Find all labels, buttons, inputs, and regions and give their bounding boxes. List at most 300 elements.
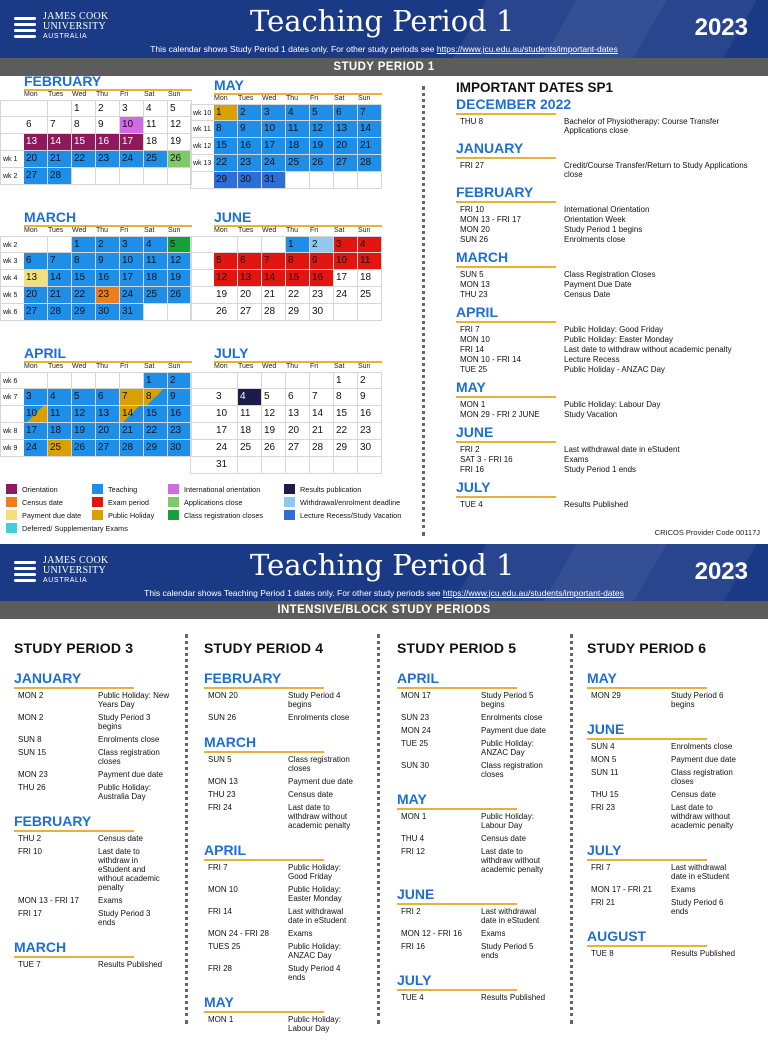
month-heading: JANUARY <box>14 670 82 686</box>
calendar-day-cell: 10 <box>24 406 48 423</box>
legend-swatch <box>168 497 179 507</box>
event-text: Census date <box>481 834 526 843</box>
event-text: Orientation Week <box>564 215 626 224</box>
event-row <box>14 783 180 801</box>
legend-label: Deferred/ Supplementary Exams <box>22 523 128 533</box>
calendar-day-cell: 29 <box>72 304 96 321</box>
event-text: Credit/Course Transfer/Return to Study Applications close <box>564 161 748 179</box>
legend-swatch <box>92 510 103 520</box>
event-date: FRI 2 <box>401 907 421 916</box>
calendar-week-row <box>190 172 382 189</box>
event-date: TUES 25 <box>208 942 241 951</box>
column-divider <box>185 634 188 1024</box>
calendar-day-cell: 18 <box>358 270 382 287</box>
month-heading: JULY <box>456 479 491 495</box>
legend-item <box>168 484 260 494</box>
calendar-day-cell: 4 <box>144 100 168 117</box>
day-header: Sat <box>144 363 155 370</box>
event-date: MON 24 <box>401 726 431 735</box>
event-text: Enrolments close <box>564 235 626 244</box>
event-text: Public Holiday: Australia Day <box>98 783 151 801</box>
event-text: Public Holiday - ANZAC Day <box>564 365 665 374</box>
week-label: wk 9 <box>0 440 24 457</box>
calendar-day-cell: 25 <box>144 287 168 304</box>
calendar-day-cell <box>120 372 144 389</box>
calendar-day-cell: 17 <box>24 423 48 440</box>
calendar-day-cell: 25 <box>238 440 262 457</box>
calendar-day-cell: 24 <box>214 440 238 457</box>
calendar-day-cell: 6 <box>96 389 120 406</box>
event-date: THU 8 <box>460 117 484 126</box>
event-row <box>204 790 370 799</box>
calendar-day-cell: 28 <box>48 168 72 185</box>
calendar-day-cell: 5 <box>168 100 192 117</box>
event-row <box>397 739 563 757</box>
event-text: Study Vacation <box>564 410 618 419</box>
calendar-day-cell: 13 <box>286 406 310 423</box>
event-row <box>456 500 760 509</box>
calendar-day-cell: 5 <box>72 389 96 406</box>
day-header: Sun <box>358 227 371 234</box>
event-row <box>397 847 563 874</box>
month-heading: MAY <box>587 670 617 686</box>
week-label <box>0 100 24 117</box>
event-date: SAT 3 - FRI 16 <box>460 455 513 464</box>
calendar-day-cell: 10 <box>120 117 144 134</box>
calendar-day-cell: 12 <box>214 270 238 287</box>
legend-swatch <box>6 523 17 533</box>
calendar-day-cell: 7 <box>48 117 72 134</box>
week-label <box>190 253 214 270</box>
event-text: Last date to withdraw without academic penalty <box>564 345 732 354</box>
calendar-day-cell: 14 <box>262 270 286 287</box>
study-period-column <box>397 640 563 1014</box>
event-text: Last withdrawal date in eStudent <box>481 907 540 925</box>
calendar-week-row <box>0 168 192 185</box>
page-title: Teaching Period 1 <box>250 548 515 582</box>
calendar-day-cell: 3 <box>24 389 48 406</box>
week-label: wk 11 <box>190 121 214 138</box>
month-heading: APRIL <box>204 842 246 858</box>
event-text: Study Period 5 ends <box>481 942 534 960</box>
event-text: Study Period 4 begins <box>288 691 341 709</box>
calendar-day-cell: 14 <box>120 406 144 423</box>
day-header: Tues <box>48 227 64 234</box>
legend-swatch <box>284 484 295 494</box>
week-label <box>0 406 24 423</box>
calendar-day-cell <box>238 457 262 474</box>
event-row <box>587 803 753 830</box>
header-note: This calendar shows Study Period 1 dates only. For other study periods see https://www.jcu.edu.au/students/important-dates <box>150 44 618 54</box>
month-heading: FEBRUARY <box>204 670 282 686</box>
calendar-day-cell: 3 <box>214 389 238 406</box>
event-text: Last withdrawal date in eStudent <box>564 445 680 454</box>
calendar-day-cell <box>334 457 358 474</box>
event-text: Payment Due Date <box>564 280 632 289</box>
event-text: International Orientation <box>564 205 650 214</box>
event-date: THU 15 <box>591 790 619 799</box>
week-label: wk 2 <box>0 168 24 185</box>
event-row <box>456 465 760 474</box>
event-text: Census date <box>98 834 143 843</box>
month-heading: JANUARY <box>456 140 524 156</box>
calendar-day-cell: 10 <box>120 253 144 270</box>
event-text: Study Period 5 begins <box>481 691 534 709</box>
calendar-week-row <box>0 134 192 151</box>
calendar-day-cell: 15 <box>72 270 96 287</box>
calendar-day-cell <box>144 304 168 321</box>
calendar-day-cell: 23 <box>310 287 334 304</box>
week-label <box>190 440 214 457</box>
event-row <box>456 445 760 454</box>
calendar-week-row <box>0 372 192 389</box>
month-heading: MAY <box>204 994 234 1010</box>
calendar-day-cell: 29 <box>144 440 168 457</box>
day-header: Mon <box>214 95 228 102</box>
event-row <box>456 280 760 289</box>
event-row <box>204 1015 370 1033</box>
event-date: MON 23 <box>18 770 48 779</box>
event-date: MON 2 <box>18 691 44 700</box>
calendar-day-cell <box>262 457 286 474</box>
month-heading: JULY <box>397 972 432 988</box>
calendar-day-cell: 17 <box>334 270 358 287</box>
calendar-day-cell: 31 <box>120 304 144 321</box>
week-label: wk 3 <box>0 253 24 270</box>
calendar-day-cell: 28 <box>262 304 286 321</box>
month-heading: APRIL <box>456 304 498 320</box>
calendar-week-row <box>190 270 382 287</box>
event-row <box>587 691 753 709</box>
calendar-day-cell: 5 <box>214 253 238 270</box>
calendar-day-cell: 13 <box>238 270 262 287</box>
calendar-day-cell: 26 <box>262 440 286 457</box>
calendar-day-cell: 18 <box>144 270 168 287</box>
important-dates-link[interactable]: https://www.jcu.edu.au/students/important-dates <box>442 588 624 598</box>
calendar-day-cell <box>24 372 48 389</box>
month-heading: JUNE <box>397 886 435 902</box>
calendar-day-cell: 4 <box>238 389 262 406</box>
calendar-day-cell <box>96 168 120 185</box>
event-text: Public Holiday: Labour Day <box>288 1015 341 1033</box>
legend-label: Applications close <box>184 497 243 507</box>
calendar-week-row <box>190 389 382 406</box>
event-row <box>204 907 370 925</box>
calendar-day-cell: 27 <box>96 440 120 457</box>
event-text: Last date to withdraw without academic penalty <box>481 847 544 874</box>
calendar-day-cell: 24 <box>24 440 48 457</box>
calendar-day-cell: 27 <box>334 155 358 172</box>
legend-item <box>284 510 401 520</box>
event-row <box>397 993 563 1002</box>
calendar-day-cell: 21 <box>310 423 334 440</box>
event-text: Results Published <box>98 960 163 969</box>
day-header: Wed <box>262 227 277 234</box>
legend-swatch <box>92 497 103 507</box>
event-text: Census date <box>671 790 716 799</box>
event-date: SUN 26 <box>208 713 237 722</box>
legend-swatch <box>168 510 179 520</box>
event-row <box>456 270 760 279</box>
calendar-day-cell: 28 <box>310 440 334 457</box>
event-row <box>14 735 180 744</box>
event-date: TUE 25 <box>460 365 488 374</box>
event-row <box>587 863 753 881</box>
event-date: MON 2 <box>18 713 44 722</box>
calendar-month-name: JUNE <box>214 209 252 225</box>
day-header: Wed <box>72 227 87 234</box>
calendar-day-cell: 10 <box>334 253 358 270</box>
day-header: Mon <box>24 227 38 234</box>
event-row <box>456 225 760 234</box>
event-row <box>204 942 370 960</box>
event-row <box>204 929 370 938</box>
day-header: Thu <box>286 227 299 234</box>
event-date: FRI 14 <box>460 345 485 354</box>
day-header: Mon <box>24 363 38 370</box>
calendar-day-cell <box>120 168 144 185</box>
calendar-week-row <box>190 457 382 474</box>
calendar-day-cell: 8 <box>286 253 310 270</box>
calendar-day-cell <box>334 304 358 321</box>
day-headers <box>190 363 382 372</box>
calendar-day-cell: 30 <box>310 304 334 321</box>
calendar-day-cell: 2 <box>310 236 334 253</box>
calendar-day-cell: 25 <box>286 155 310 172</box>
calendar-march <box>0 210 192 321</box>
legend-label: International orientation <box>184 484 261 494</box>
calendar-day-cell: 15 <box>286 270 310 287</box>
calendar-day-cell: 28 <box>120 440 144 457</box>
event-text: Census Date <box>564 290 611 299</box>
calendar-day-cell <box>24 236 48 253</box>
calendar-february <box>0 74 192 185</box>
event-date: SUN 8 <box>18 735 42 744</box>
calendar-day-cell: 2 <box>96 236 120 253</box>
calendar-day-cell <box>214 236 238 253</box>
event-date: FRI 7 <box>460 325 480 334</box>
calendar-week-row <box>0 423 192 440</box>
calendar-day-cell: 13 <box>96 406 120 423</box>
calendar-day-cell <box>238 372 262 389</box>
calendar-day-cell: 13 <box>24 134 48 151</box>
day-header: Tues <box>238 95 254 102</box>
event-text: Public Holiday: Good Friday <box>564 325 664 334</box>
event-date: FRI 17 <box>18 909 43 918</box>
calendar-week-row <box>190 287 382 304</box>
event-text: Last withdrawal date in eStudent <box>671 863 730 881</box>
event-date: FRI 14 <box>208 907 233 916</box>
day-header: Sat <box>144 227 155 234</box>
legend-item <box>92 484 137 494</box>
event-row <box>587 768 753 786</box>
day-header: Thu <box>96 91 109 98</box>
legend-swatch <box>6 484 17 494</box>
week-label <box>190 457 214 474</box>
calendar-day-cell: 19 <box>310 138 334 155</box>
calendar-day-cell: 15 <box>72 134 96 151</box>
event-row <box>14 748 180 766</box>
calendar-may <box>190 78 382 189</box>
calendar-day-cell: 24 <box>120 151 144 168</box>
calendar-day-cell: 2 <box>96 100 120 117</box>
event-row <box>456 215 760 224</box>
calendar-week-row <box>190 406 382 423</box>
calendar-day-cell: 1 <box>72 236 96 253</box>
calendar-day-cell <box>310 372 334 389</box>
calendar-june <box>190 210 382 321</box>
calendar-day-cell: 26 <box>168 287 192 304</box>
event-date: FRI 24 <box>208 803 233 812</box>
event-text: Enrolments close <box>481 713 543 722</box>
day-header: Fri <box>310 363 319 370</box>
event-date: FRI 28 <box>208 964 233 973</box>
month-heading: DECEMBER 2022 <box>456 96 572 112</box>
calendar-day-cell: 23 <box>358 423 382 440</box>
event-row <box>456 365 760 374</box>
event-date: THU 26 <box>18 783 46 792</box>
calendar-day-cell: 21 <box>262 287 286 304</box>
day-header: Tues <box>48 363 64 370</box>
calendar-day-cell: 2 <box>168 372 192 389</box>
calendar-week-row <box>0 151 192 168</box>
calendar-day-cell: 16 <box>310 270 334 287</box>
day-headers <box>0 363 192 372</box>
event-row <box>14 713 180 731</box>
event-text: Study Period 4 ends <box>288 964 341 982</box>
week-label: wk 4 <box>0 270 24 287</box>
calendar-day-cell: 3 <box>262 104 286 121</box>
header-band-top <box>0 0 768 58</box>
event-date: MON 13 <box>460 280 490 289</box>
event-date: SUN 30 <box>401 761 430 770</box>
day-headers <box>190 95 382 104</box>
university-logo: JAMES COOK UNIVERSITY AUSTRALIA <box>12 12 109 42</box>
month-heading: APRIL <box>397 670 439 686</box>
event-date: MON 13 - FRI 17 <box>18 896 79 905</box>
legend-item <box>284 484 361 494</box>
calendar-day-cell: 12 <box>168 253 192 270</box>
calendar-day-cell <box>262 372 286 389</box>
event-row <box>204 863 370 881</box>
event-text: Class registration closes <box>671 768 733 786</box>
calendar-month-name: FEBRUARY <box>24 73 102 89</box>
calendar-week-row <box>0 304 192 321</box>
day-header: Thu <box>286 363 299 370</box>
calendar-day-cell: 1 <box>144 372 168 389</box>
event-text: Public Holiday: Good Friday <box>288 863 341 881</box>
event-row <box>456 205 760 214</box>
week-label <box>190 423 214 440</box>
calendar-day-cell: 14 <box>48 134 72 151</box>
event-row <box>456 117 760 135</box>
calendar-day-cell: 14 <box>310 406 334 423</box>
day-header: Sat <box>334 95 345 102</box>
event-date: MON 20 <box>460 225 490 234</box>
calendar-day-cell <box>334 172 358 189</box>
event-row <box>456 335 760 344</box>
calendar-day-cell: 8 <box>72 117 96 134</box>
event-date: SUN 11 <box>591 768 619 777</box>
event-date: FRI 7 <box>591 863 611 872</box>
event-date: FRI 12 <box>401 847 426 856</box>
important-dates-title: IMPORTANT DATES SP1 <box>456 80 614 95</box>
event-text: Enrolments close <box>671 742 733 751</box>
week-label: wk 6 <box>0 372 24 389</box>
calendar-day-cell: 22 <box>214 155 238 172</box>
calendar-day-cell: 7 <box>310 389 334 406</box>
week-label <box>190 270 214 287</box>
calendar-day-cell: 4 <box>358 236 382 253</box>
event-text: Census date <box>288 790 333 799</box>
event-date: FRI 10 <box>460 205 485 214</box>
month-heading: AUGUST <box>587 928 647 944</box>
legend-label: Class registration closes <box>184 510 264 520</box>
event-text: Payment due date <box>481 726 546 735</box>
legend-swatch <box>92 484 103 494</box>
legend-label: Exam period <box>108 497 149 507</box>
event-row <box>204 713 370 722</box>
calendar-day-cell: 5 <box>168 236 192 253</box>
event-row <box>456 355 760 364</box>
calendar-day-cell: 7 <box>262 253 286 270</box>
event-row <box>397 812 563 830</box>
calendar-week-row <box>0 406 192 423</box>
legend-item <box>168 510 263 520</box>
calendar-day-cell: 19 <box>168 134 192 151</box>
event-date: FRI 21 <box>591 898 616 907</box>
event-date: FRI 23 <box>591 803 616 812</box>
calendar-day-cell: 8 <box>144 389 168 406</box>
day-header: Fri <box>120 91 129 98</box>
calendar-day-cell <box>72 168 96 185</box>
calendar-day-cell: 8 <box>72 253 96 270</box>
event-date: MON 10 - FRI 14 <box>460 355 521 364</box>
month-heading: JUNE <box>587 721 625 737</box>
calendar-day-cell: 7 <box>120 389 144 406</box>
event-date: MON 12 - FRI 16 <box>401 929 462 938</box>
legend-swatch <box>6 497 17 507</box>
calendar-day-cell: 12 <box>310 121 334 138</box>
calendar-day-cell: 17 <box>120 134 144 151</box>
event-row <box>587 898 753 916</box>
event-row <box>14 691 180 709</box>
event-row <box>397 942 563 960</box>
study-period-column <box>204 640 370 1045</box>
day-headers <box>0 227 192 236</box>
event-date: MON 10 <box>460 335 490 344</box>
calendar-day-cell: 22 <box>72 151 96 168</box>
event-text: Payment due date <box>288 777 353 786</box>
calendar-day-cell: 30 <box>168 440 192 457</box>
calendar-day-cell <box>168 168 192 185</box>
study-period-column <box>587 640 753 970</box>
event-text: Exams <box>481 929 506 938</box>
week-label <box>190 172 214 189</box>
legend-item <box>6 497 63 507</box>
calendar-day-cell: 18 <box>144 134 168 151</box>
week-label <box>0 117 24 134</box>
calendar-day-cell: 8 <box>334 389 358 406</box>
event-date: SUN 5 <box>460 270 484 279</box>
event-row <box>204 755 370 773</box>
calendar-week-row <box>190 423 382 440</box>
important-dates-link[interactable]: https://www.jcu.edu.au/students/important-dates <box>436 44 618 54</box>
day-header: Fri <box>310 227 319 234</box>
legend-label: Results publication <box>300 484 362 494</box>
event-text: Study Period 3 begins <box>98 713 151 731</box>
week-label <box>190 287 214 304</box>
